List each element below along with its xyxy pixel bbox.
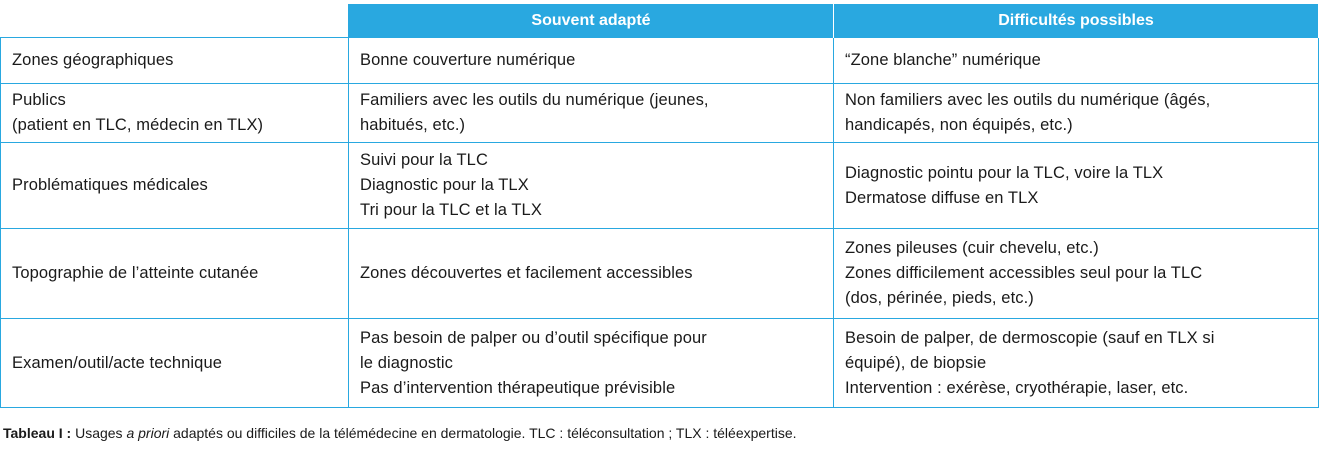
table-row <box>1 229 1319 319</box>
table-row <box>1 38 1319 84</box>
table-row <box>1 84 1319 143</box>
cell-line: Suivi pour la TLC <box>360 151 488 169</box>
adapted-cell <box>349 319 834 408</box>
cell-line: (patient en TLC, médecin en TLX) <box>12 116 264 134</box>
cell-line: Zones difficilement accessibles seul pour la TLC <box>845 264 1203 282</box>
adapted-cell <box>349 84 834 143</box>
cell-line: Familiers avec les outils du numérique (jeunes, <box>360 91 709 109</box>
adapted-cell <box>349 143 834 229</box>
cell-line: “Zone blanche” numérique <box>845 51 1041 69</box>
cell-line: Dermatose diffuse en TLX <box>845 188 1039 207</box>
row-label-cell <box>1 319 349 408</box>
header-souvent-adapte: Souvent adapté <box>349 4 834 38</box>
cell-line: équipé), de biopsie <box>845 353 987 372</box>
row-label-cell <box>1 84 349 143</box>
cell-line: Non familiers avec les outils du numérique (âgés, <box>845 91 1211 109</box>
difficult-cell <box>834 143 1319 229</box>
difficult-cell <box>834 229 1319 319</box>
cell-line: le diagnostic <box>360 353 454 372</box>
cell-line: Pas besoin de palper ou d’outil spécifique pour <box>360 328 707 347</box>
header-empty-cell <box>1 4 349 38</box>
cell-line: Pas d’intervention thérapeutique prévisible <box>360 378 676 397</box>
row-label-cell <box>1 38 349 84</box>
cell-line: Diagnostic pour la TLX <box>360 176 529 194</box>
cell-line: Zones géographiques <box>12 51 174 69</box>
table-header-row <box>1 4 1319 38</box>
caption-label: Tableau I : <box>3 425 72 441</box>
telemedicine-usage-table <box>0 4 1319 408</box>
cell-line: habitués, etc.) <box>360 116 466 134</box>
adapted-cell <box>349 229 834 319</box>
cell-line: Zones découvertes et facilement accessibles <box>360 264 693 282</box>
header-difficultes-possibles: Difficultés possibles <box>834 4 1319 38</box>
cell-line: Problématiques médicales <box>12 176 208 194</box>
row-label-cell <box>1 143 349 229</box>
caption-text-after: adaptés ou difficiles de la télémédecine en dermatologie. TLC : téléconsultation ; TLX : téléexpertise. <box>169 425 797 441</box>
cell-line: Besoin de palper, de dermoscopie (sauf en TLX si <box>845 328 1215 347</box>
difficult-cell <box>834 38 1319 84</box>
cell-line: Diagnostic pointu pour la TLC, voire la TLX <box>845 163 1164 182</box>
table-container <box>0 4 1318 408</box>
cell-line: Tri pour la TLC et la TLX <box>360 201 542 219</box>
table-row <box>1 319 1319 408</box>
cell-line: Bonne couverture numérique <box>360 51 576 69</box>
cell-line: Intervention : exérèse, cryothérapie, laser, etc. <box>845 378 1189 397</box>
adapted-cell <box>349 38 834 84</box>
caption-text-before: Usages <box>71 425 127 441</box>
row-label-cell <box>1 229 349 319</box>
cell-line: handicapés, non équipés, etc.) <box>845 116 1073 134</box>
difficult-cell <box>834 84 1319 143</box>
difficult-cell <box>834 319 1319 408</box>
table-caption <box>3 425 797 441</box>
cell-line: (dos, périnée, pieds, etc.) <box>845 289 1034 307</box>
cell-line: Examen/outil/acte technique <box>12 353 222 372</box>
table-row <box>1 143 1319 229</box>
caption-italic: a priori <box>126 425 170 441</box>
cell-line: Topographie de l’atteinte cutanée <box>12 264 259 282</box>
cell-line: Zones pileuses (cuir chevelu, etc.) <box>845 239 1099 257</box>
cell-line: Publics <box>12 91 66 109</box>
